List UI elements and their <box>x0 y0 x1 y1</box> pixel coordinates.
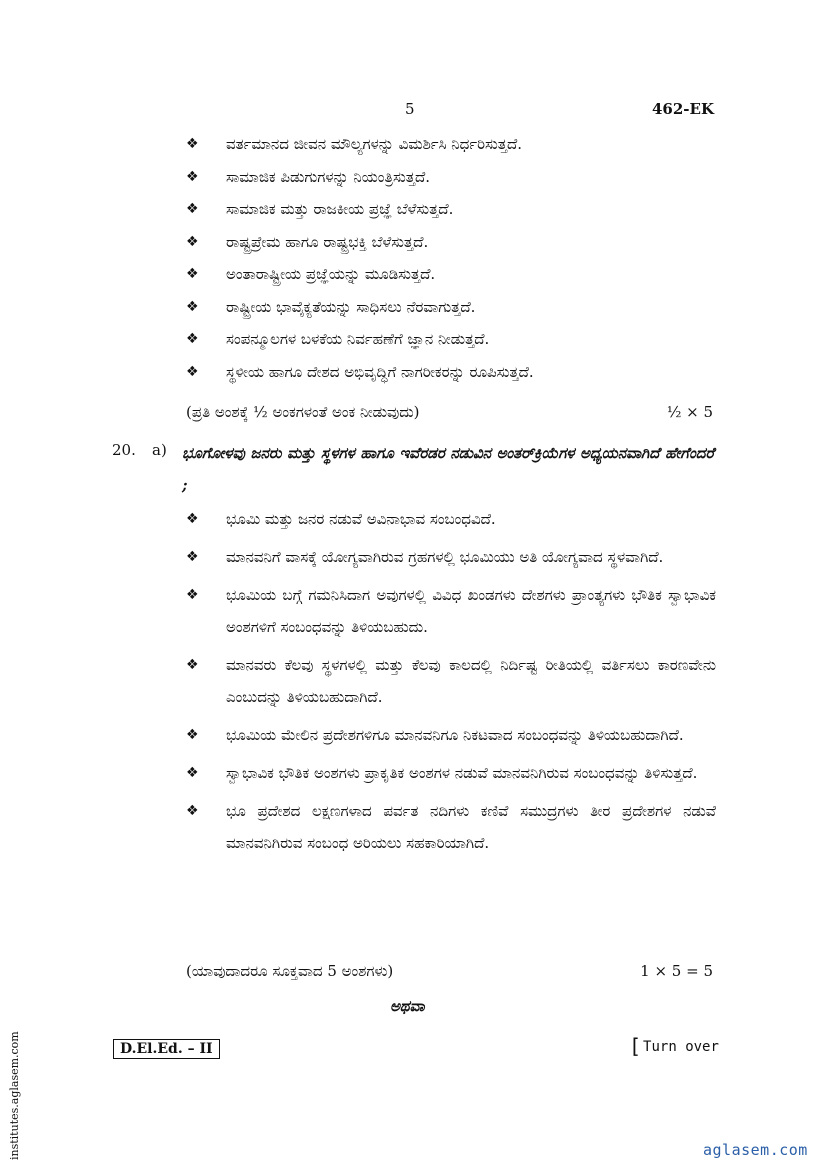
list-item-text: ರಾಷ್ಟ್ರೀಯ ಭಾವೈಕ್ಯತೆಯನ್ನು ಸಾಧಿಸಲು ನೆರವಾಗುತ್ತದೆ. <box>226 297 476 316</box>
bullet-icon: ❖ <box>186 298 199 315</box>
bullet-icon: ❖ <box>186 803 199 819</box>
bullet-icon: ❖ <box>186 201 199 217</box>
list-item <box>186 649 716 713</box>
list-item <box>186 503 716 535</box>
marks-note: (ಪ್ರತಿ ಅಂಶಕ್ಕೆ ½ ಅಂಕಗಳಂತೆ ಅಂಕ ನೀಡುವುದು) <box>186 403 420 421</box>
question20-marks-row <box>186 962 713 980</box>
or-separator: ಅಥವಾ <box>390 997 425 1015</box>
list-item <box>186 128 716 160</box>
list-item-text: ವರ್ತಮಾನದ ಜೀವನ ಮೌಲ್ಯಗಳನ್ನು ವಿಮರ್ಶಿಸಿ ನಿರ್ಧರಿಸುತ್ತದೆ. <box>226 135 523 153</box>
list-item-text: ಭೂಮಿಯ ಬಗ್ಗೆ ಗಮನಿಸಿದಾಗ ಅವುಗಳಲ್ಲಿ ವಿವಿಧ ಖಂಡಗಳು ದೇಶಗಳು ಪ್ರಾಂತ್ಯಗಳು ಭೌತಿಕ ಸ್ವಾಭಾವಿಕ ಅಂಶಗಳಿಗೆ ಸಂಬಂಧವನ್ನು ತಿಳಿಯಬಹುದು. <box>226 586 716 636</box>
list-item <box>186 291 716 323</box>
bracket-glyph: [ <box>629 1034 642 1058</box>
list-item-text: ಭೂಮಿಯ ಮೇಲಿನ ಪ್ರದೇಶಗಳಿಗೂ ಮಾನವನಿಗೂ ನಿಕಟವಾದ ಸಂಬಂಧವನ್ನು ತಿಳಿಯಬಹುದಾಗಿದೆ. <box>226 726 684 744</box>
bullet-icon: ❖ <box>186 266 199 282</box>
bullet-icon: ❖ <box>186 587 199 603</box>
bullet-icon: ❖ <box>186 511 199 527</box>
marks-value: 1 × 5 = 5 <box>640 962 713 980</box>
site-watermark: aglasem.com <box>703 1141 808 1159</box>
list-item <box>186 226 716 258</box>
question20-list <box>186 503 716 865</box>
list-item <box>186 579 716 643</box>
side-watermark: institutes.aglasem.com <box>8 1031 21 1160</box>
section1-marks-row <box>186 403 713 421</box>
question-text: ಭೂಗೋಳವು ಜನರು ಮತ್ತು ಸ್ಥಳಗಳ ಹಾಗೂ ಇವೆರಡರ ನಡುವಿನ ಅಂತರ್‌ಕ್ರಿಯೆಗಳ ಅಧ್ಯಯನವಾಗಿದೆ ಹೇಗೆಂದರೆ ; <box>182 444 714 494</box>
list-item <box>186 161 716 193</box>
marks-note: (ಯಾವುದಾದರೂ ಸೂಕ್ತವಾದ 5 ಅಂಶಗಳು) <box>186 962 394 980</box>
list-item-text: ರಾಷ್ಟ್ರಪ್ರೇಮ ಹಾಗೂ ರಾಷ್ಟ್ರಭಕ್ತಿ ಬೆಳೆಸುತ್ತದೆ. <box>226 232 429 251</box>
course-code-box: D.El.Ed. – II <box>113 1039 220 1059</box>
page-number: 5 <box>405 100 415 118</box>
list-item-text: ಸ್ಥಳೀಯ ಹಾಗೂ ದೇಶದ ಅಭಿವೃದ್ಧಿಗೆ ನಾಗರೀಕರನ್ನು ರೂಪಿಸುತ್ತದೆ. <box>226 362 534 381</box>
list-item-text: ಮಾನವರು ಕೆಲವು ಸ್ಥಳಗಳಲ್ಲಿ ಮತ್ತು ಕೆಲವು ಕಾಲದಲ್ಲಿ ನಿರ್ದಿಷ್ಟ ರೀತಿಯಲ್ಲಿ ವರ್ತಿಸಲು ಕಾರಣವೇನು ಎಂಬುದನ್ನು ತಿಳಿಯಬಹುದಾಗಿದೆ. <box>226 656 716 706</box>
bullet-icon: ❖ <box>186 136 199 152</box>
list-item-text: ಅಂತಾರಾಷ್ಟ್ರೀಯ ಪ್ರಜ್ಞೆಯನ್ನು ಮೂಡಿಸುತ್ತದೆ. <box>226 265 436 283</box>
list-item <box>186 541 716 573</box>
bullet-icon: ❖ <box>186 549 199 565</box>
bullet-icon: ❖ <box>186 168 199 185</box>
list-item-text: ಭೂ ಪ್ರದೇಶದ ಲಕ್ಷಣಗಳಾದ ಪರ್ವತ ನದಿಗಳು ಕಣಿವೆ ಸಮುದ್ರಗಳು ತೀರ ಪ್ರದೇಶಗಳ ನಡುವೆ ಮಾನವನಿಗಿರುವ ಸಂಬಂಧ ಅರಿಯಲು ಸಹಕಾರಿಯಾಗಿದೆ. <box>226 802 716 852</box>
section1-list <box>186 128 716 388</box>
list-item <box>186 258 716 290</box>
list-item-text: ಮಾನವನಿಗೆ ವಾಸಕ್ಕೆ ಯೋಗ್ಯವಾಗಿರುವ ಗ್ರಹಗಳಲ್ಲಿ ಭೂಮಿಯು ಅತಿ ಯೋಗ್ಯವಾದ ಸ್ಥಳವಾಗಿದೆ. <box>226 548 664 566</box>
list-item-text: ಸಾಮಾಜಿಕ ಪಿಡುಗುಗಳನ್ನು ನಿಯಂತ್ರಿಸುತ್ತದೆ. <box>226 167 431 186</box>
list-item <box>186 193 716 225</box>
list-item-text: ಸಂಪನ್ಮೂಲಗಳ ಬಳಕೆಯ ನಿರ್ವಹಣೆಗೆ ಜ್ಞಾನ ನೀಡುತ್ತದೆ. <box>226 330 490 348</box>
marks-value: ½ × 5 <box>666 403 713 421</box>
bullet-icon: ❖ <box>186 331 199 347</box>
bullet-icon: ❖ <box>186 657 199 673</box>
bullet-icon: ❖ <box>186 727 199 743</box>
question-subpart: a) <box>152 441 167 459</box>
bullet-icon: ❖ <box>186 765 199 781</box>
list-item-text: ಸ್ವಾಭಾವಿಕ ಭೌತಿಕ ಅಂಶಗಳು ಪ್ರಾಕೃತಿಕ ಅಂಶಗಳ ನಡುವೆ ಮಾನವನಿಗಿರುವ ಸಂಬಂಧವನ್ನು ತಿಳಿಸುತ್ತದೆ. <box>226 764 698 782</box>
bullet-icon: ❖ <box>186 233 199 250</box>
turn-over <box>629 1034 719 1058</box>
bullet-icon: ❖ <box>186 363 199 380</box>
question-number: 20. <box>112 441 136 459</box>
turn-over-text: Turn over <box>643 1039 719 1055</box>
paper-code: 462-EK <box>652 100 715 118</box>
list-item <box>186 323 716 355</box>
list-item-text: ಭೂಮಿ ಮತ್ತು ಜನರ ನಡುವೆ ಅವಿನಾಭಾವ ಸಂಬಂಧವಿದೆ. <box>226 510 496 528</box>
list-item <box>186 719 716 751</box>
list-item-text: ಸಾಮಾಜಿಕ ಮತ್ತು ರಾಜಕೀಯ ಪ್ರಜ್ಞೆ ಬೆಳೆಸುತ್ತದೆ. <box>226 200 454 218</box>
list-item <box>186 356 716 388</box>
list-item <box>186 757 716 789</box>
list-item <box>186 795 716 859</box>
